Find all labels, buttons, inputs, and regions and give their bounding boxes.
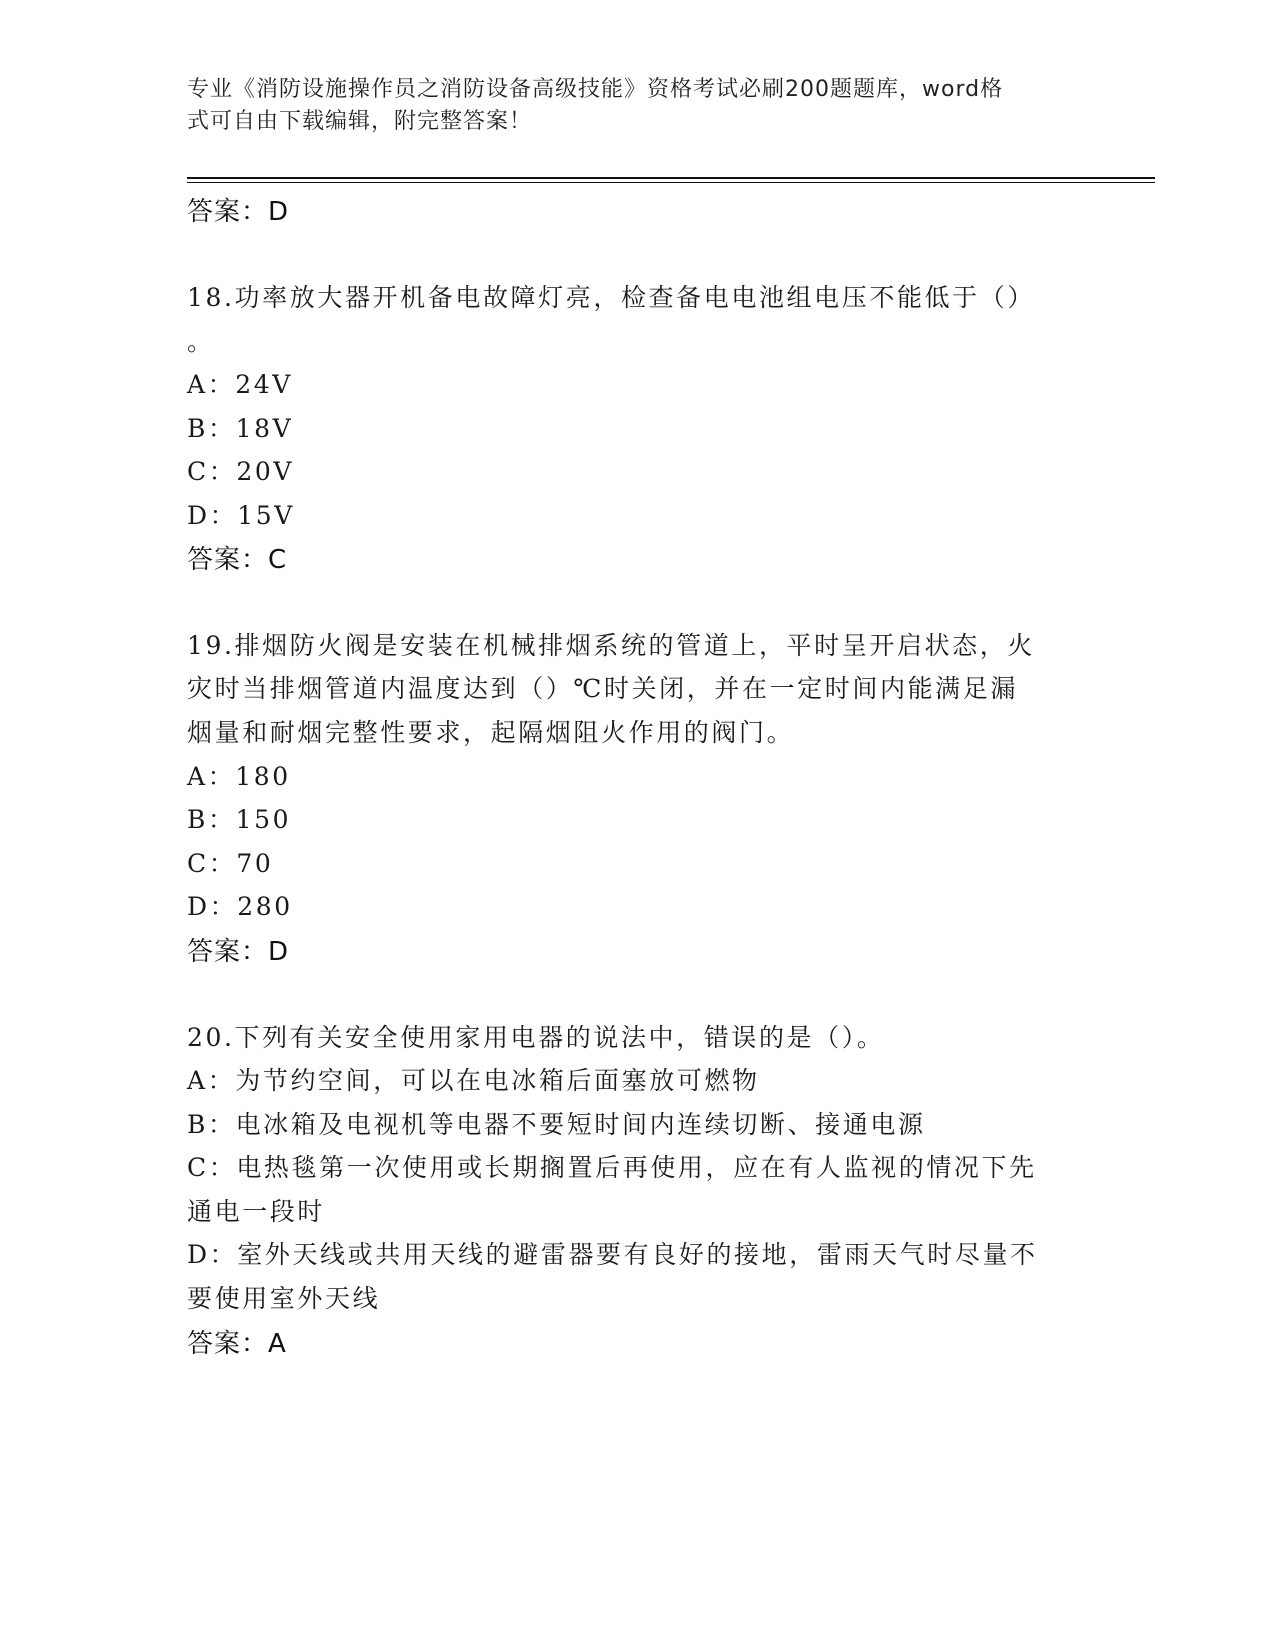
question-18-text-line-2: 。: [187, 327, 215, 356]
question-19-text-line-2: 灾时当排烟管道内温度达到（）℃时关闭，并在一定时间内能满足漏: [187, 674, 1018, 703]
question-19-option-c: C：70: [187, 849, 274, 878]
question-20-option-c-line-2: 通电一段时: [187, 1197, 326, 1226]
question-20-option-d-line-1: D：室外天线或共用天线的避雷器要有良好的接地，雷雨天气时尽量不: [187, 1240, 1038, 1269]
header-line-2: 式可自由下载编辑，附完整答案！: [187, 109, 533, 134]
header-divider-thick: [187, 177, 1155, 179]
question-19-option-d: D：280: [187, 892, 293, 921]
question-19-text-line-3: 烟量和耐烟完整性要求，起隔烟阻火作用的阀门。: [187, 718, 795, 747]
question-18-option-b: B：18V: [187, 414, 294, 443]
question-20-option-a: A：为节约空间，可以在电冰箱后面塞放可燃物: [187, 1066, 760, 1095]
question-18-text-line-1: 18.功率放大器开机备电故障灯亮，检查备电电池组电压不能低于（）: [187, 283, 1035, 312]
question-20-answer: 答案：A: [187, 1329, 287, 1359]
question-20-option-d-line-2: 要使用室外天线: [187, 1284, 381, 1313]
header-line-1: 专业《消防设施操作员之消防设备高级技能》资格考试必刷200题题库，word格: [187, 77, 1004, 102]
question-19-option-a: A：180: [187, 762, 291, 791]
question-18-option-c: C：20V: [187, 457, 294, 486]
question-18-option-a: A：24V: [187, 370, 293, 399]
question-18-answer: 答案：C: [187, 545, 288, 575]
question-20-option-b: B：电冰箱及电视机等电器不要短时间内连续切断、接通电源: [187, 1110, 926, 1139]
header-divider-thin: [187, 182, 1155, 183]
question-19-text-line-1: 19.排烟防火阀是安装在机械排烟系统的管道上，平时呈开启状态，火: [187, 631, 1035, 660]
document-header: [187, 74, 1087, 138]
question-18-option-d: D：15V: [187, 501, 295, 530]
question-20-text-line-1: 20.下列有关安全使用家用电器的说法中，错误的是（）。: [187, 1023, 885, 1052]
question-19-option-b: B：150: [187, 805, 292, 834]
question-19-answer: 答案：D: [187, 937, 290, 967]
previous-answer: 答案：D: [187, 197, 290, 227]
question-20-option-c-line-1: C：电热毯第一次使用或长期搁置后再使用，应在有人监视的情况下先: [187, 1153, 1037, 1182]
